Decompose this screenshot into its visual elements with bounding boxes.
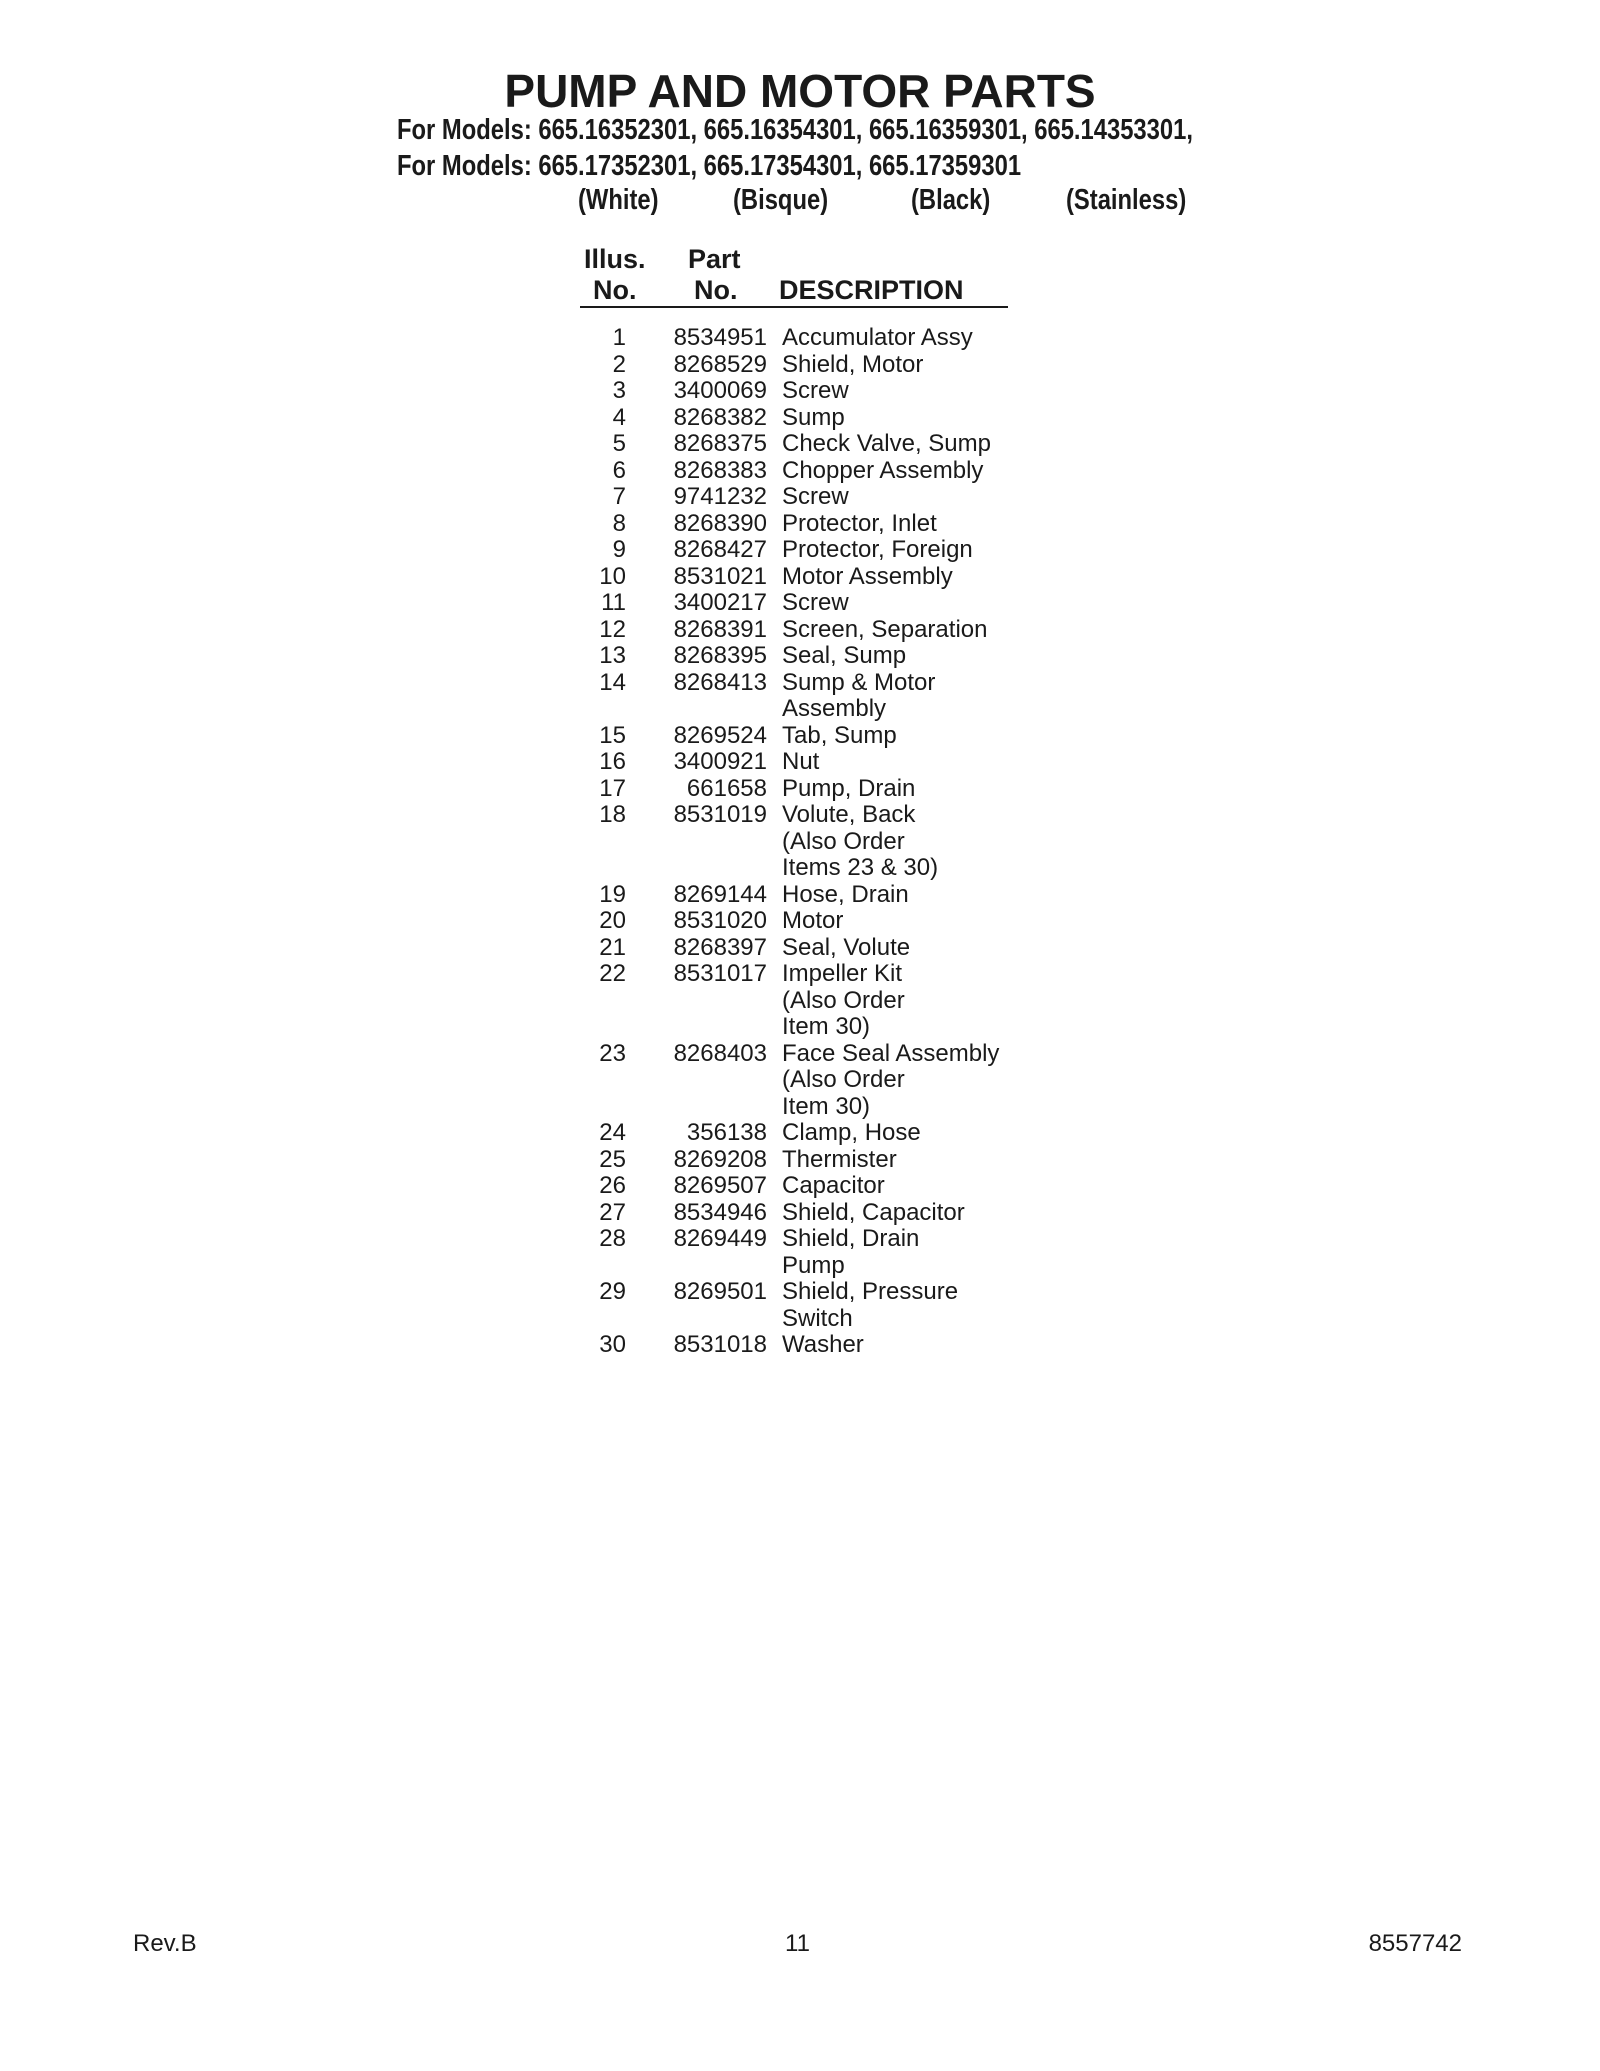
part-description: Nut [782,748,820,775]
color-label-black: (Black) [911,184,991,216]
part-number: 8269208 [673,1145,767,1173]
part-description: Screw [782,483,849,510]
illus-number: 28 [599,1225,626,1252]
table-row [0,935,1600,962]
header-part-top: Part [688,244,741,274]
parts-list [0,325,1600,1359]
illus-number: 2 [612,350,626,378]
part-number: 8268413 [673,668,767,696]
part-description: Hose, Drain [782,880,909,908]
table-row [0,643,1600,670]
table-row [0,537,1600,564]
table-row [0,431,1600,458]
part-description: Capacitor [782,1172,885,1199]
part-number: 661658 [686,774,767,802]
illus-number: 5 [612,430,626,457]
part-number: 8268529 [673,350,767,378]
header-part-bottom: No. [694,275,738,305]
part-description: Motor [782,907,844,934]
illus-number: 9 [612,536,626,563]
illus-number: 6 [612,456,626,484]
table-row [0,802,1600,882]
part-number: 8531018 [673,1331,767,1358]
part-description: Shield, Pressure Switch [782,1278,959,1332]
part-number: 8531019 [673,801,767,828]
table-row [0,405,1600,432]
table-row [0,352,1600,379]
table-row [0,378,1600,405]
table-row [0,617,1600,644]
part-number: 8268395 [673,642,767,669]
part-description: Face Seal Assembly (Also Order Item 30) [782,1039,1000,1120]
part-number: 8531021 [673,562,767,590]
table-row [0,1226,1600,1279]
illus-number: 29 [599,1278,626,1305]
part-description: Screw [782,589,849,616]
header-illus-bottom: No. [593,275,637,305]
illus-number: 1 [612,324,626,351]
part-description: Washer [782,1331,864,1358]
table-row [0,882,1600,909]
part-number: 8268403 [673,1039,767,1067]
illus-number: 19 [599,880,626,908]
part-number: 8268390 [673,509,767,537]
part-number: 8268427 [673,536,767,563]
illus-number: 4 [612,403,626,431]
illus-number: 21 [599,933,626,961]
part-description: Motor Assembly [782,562,953,590]
part-number: 3400921 [673,748,767,775]
illus-number: 24 [599,1119,626,1146]
illus-number: 22 [599,960,626,987]
part-description: Seal, Volute [782,933,911,961]
part-description: Chopper Assembly [782,456,984,484]
table-row [0,1200,1600,1227]
part-description: Tab, Sump [782,721,897,749]
part-description: Protector, Inlet [782,509,937,537]
header-illus-top: Illus. [584,244,646,274]
table-row [0,1173,1600,1200]
part-description: Screen, Separation [782,615,988,643]
illus-number: 11 [601,589,626,616]
illus-number: 17 [599,774,626,802]
part-description: Clamp, Hose [782,1119,921,1146]
part-description: Seal, Sump [782,642,907,669]
table-row [0,908,1600,935]
table-row [0,325,1600,352]
illus-number: 20 [599,907,626,934]
table-row [0,458,1600,485]
illus-number: 3 [612,377,626,404]
color-label-bisque: (Bisque) [733,184,829,216]
part-description: Impeller Kit (Also Order Item 30) [782,960,905,1040]
table-row [0,564,1600,591]
table-row [0,961,1600,1041]
part-number: 8268382 [673,403,767,431]
part-number: 3400217 [673,589,767,616]
part-number: 9741232 [673,483,767,510]
part-description: Thermister [782,1145,897,1173]
table-row [0,1332,1600,1359]
models-line-2: For Models: 665.17352301, 665.17354301, 665.17359301 [397,150,1022,182]
page-title: PUMP AND MOTOR PARTS [504,65,1096,117]
illus-number: 8 [612,509,626,537]
part-description: Sump & Motor Assembly [782,668,936,722]
illus-number: 14 [599,668,626,696]
part-number: 8268397 [673,933,767,961]
header-description: DESCRIPTION [779,275,964,305]
part-number: 8269507 [673,1172,767,1199]
illus-number: 7 [612,483,626,510]
illus-number: 18 [599,801,626,828]
table-row [0,511,1600,538]
part-number: 8534951 [673,324,767,351]
models-line-1: For Models: 665.16352301, 665.16354301, 665.16359301, 665.14353301, [397,114,1193,146]
illus-number: 12 [599,615,626,643]
illus-number: 27 [599,1198,626,1226]
document-number: 8557742 [1368,1930,1462,1957]
part-number: 8269501 [673,1278,767,1305]
illus-number: 23 [599,1039,626,1067]
illus-number: 26 [599,1172,626,1199]
table-row [0,670,1600,723]
part-description: Sump [782,403,845,431]
illus-number: 30 [599,1331,626,1358]
part-description: Shield, Capacitor [782,1198,965,1226]
table-row [0,1147,1600,1174]
part-number: 8269524 [673,721,767,749]
part-description: Check Valve, Sump [782,430,991,457]
illus-number: 13 [599,642,626,669]
part-description: Volute, Back (Also Order Items 23 & 30) [782,801,939,881]
table-row [0,723,1600,750]
color-label-stainless: (Stainless) [1066,184,1187,216]
part-number: 8269144 [673,880,767,908]
part-number: 8531017 [673,960,767,987]
table-row [0,590,1600,617]
part-description: Protector, Foreign [782,536,973,563]
color-label-white: (White) [578,184,659,216]
part-description: Shield, Motor [782,350,924,378]
table-row [0,1279,1600,1332]
table-row [0,1120,1600,1147]
illus-number: 10 [599,562,626,590]
part-number: 8268383 [673,456,767,484]
table-row [0,776,1600,803]
table-row [0,484,1600,511]
table-row [0,749,1600,776]
revision-label: Rev.B [133,1930,197,1957]
part-number: 8531020 [673,907,767,934]
part-description: Screw [782,377,849,404]
part-number: 8534946 [673,1198,767,1226]
part-number: 8269449 [673,1225,767,1252]
part-number: 356138 [686,1119,767,1146]
header-divider [580,306,1008,308]
illus-number: 25 [599,1145,626,1173]
illus-number: 16 [599,748,626,775]
part-description: Pump, Drain [782,774,916,802]
part-description: Shield, Drain Pump [782,1225,920,1279]
page-number: 11 [785,1930,810,1957]
part-number: 8268375 [673,430,767,457]
part-description: Accumulator Assy [782,324,973,351]
illus-number: 15 [599,721,626,749]
part-number: 8268391 [673,615,767,643]
table-row [0,1041,1600,1121]
part-number: 3400069 [673,377,767,404]
